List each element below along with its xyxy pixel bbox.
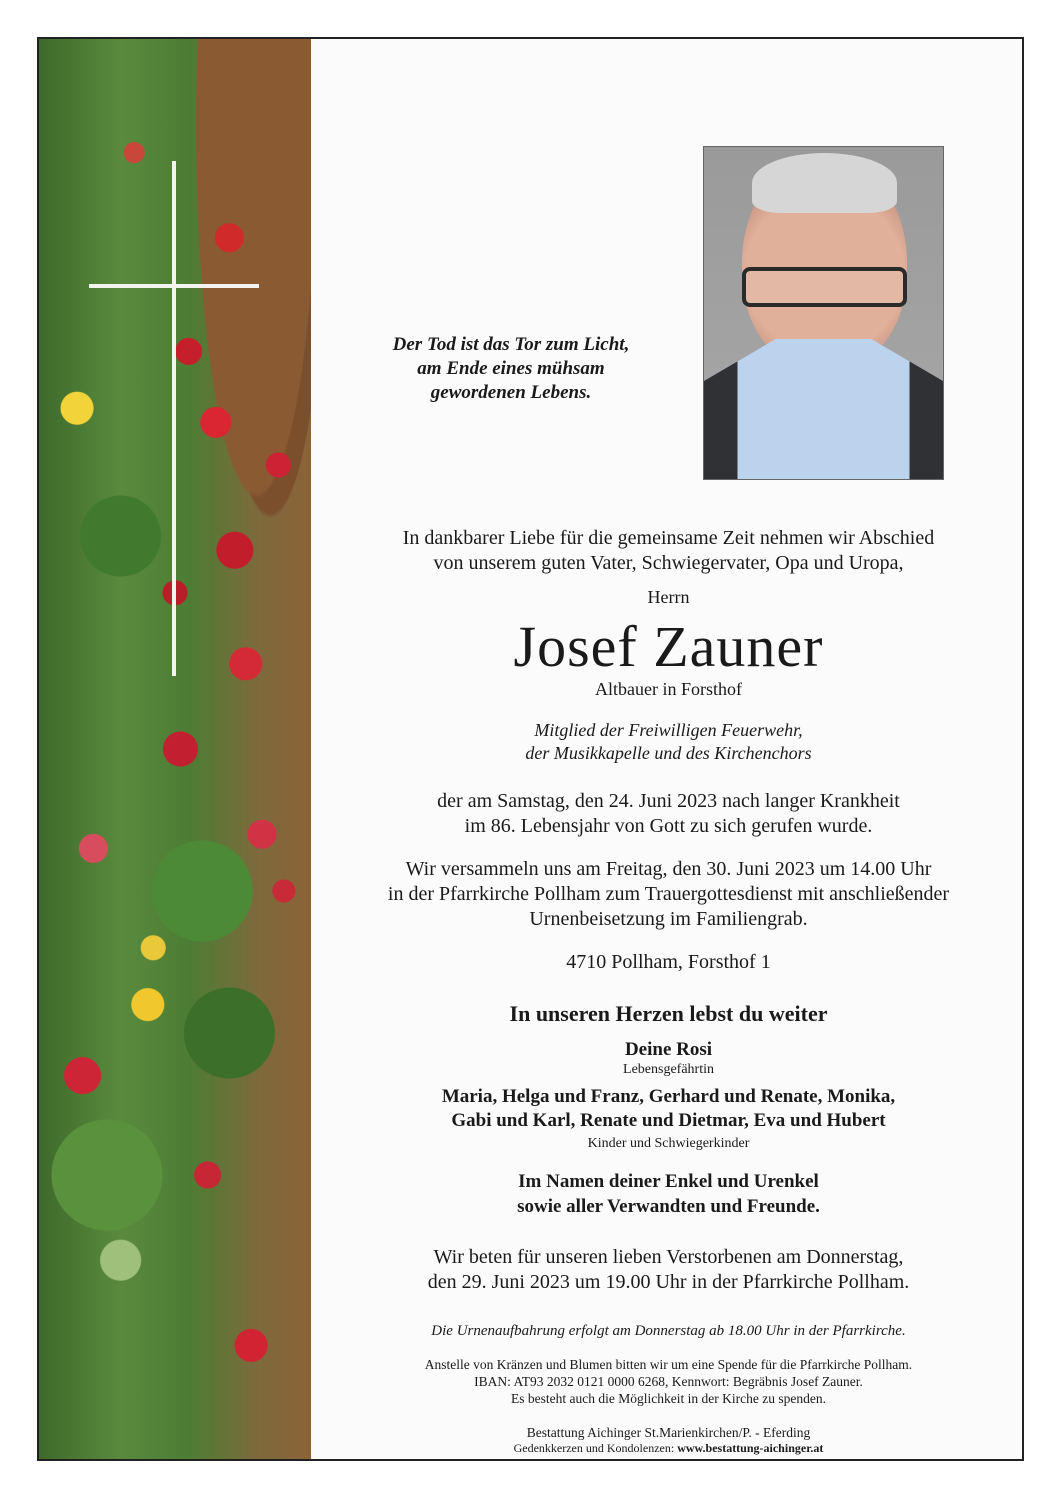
obituary-frame [37, 37, 1024, 1461]
rose-photo-strip [39, 39, 311, 1459]
portrait-glasses [742, 267, 907, 307]
intro-line: von unserem guten Vater, Schwiegervater, Opa und Uropa, [433, 552, 904, 574]
donation-line: Anstelle von Kränzen und Blumen bitten wir um eine Spende für die Pfarrkirche Pollham. [424, 1357, 913, 1372]
donation-notice [311, 1356, 1024, 1407]
quote [361, 333, 661, 405]
motto: In unseren Herzen lebst du weiter [509, 1001, 828, 1026]
deceased-name: Josef Zauner [513, 614, 824, 679]
quote-line: gewordenen Lebens. [430, 382, 592, 403]
prayer-line: Wir beten für unseren lieben Verstorbenen am Donnerstag, [433, 1246, 904, 1268]
grandchildren [311, 1169, 1024, 1219]
prayer-notice [311, 1245, 1024, 1295]
quote-line: am Ende eines mühsam [417, 358, 605, 379]
portrait-hair [752, 153, 897, 213]
partner-role: Lebensgefährtin [623, 1062, 714, 1077]
children-role: Kinder und Schwiegerkinder [587, 1136, 750, 1151]
address: 4710 Pollham, Forsthof 1 [566, 951, 771, 973]
donation-line: Es besteht auch die Möglichkeit in der Kirche zu spenden. [511, 1391, 826, 1406]
portrait-shirt [704, 339, 943, 479]
funeral-home: Bestattung Aichinger St.Marienkirchen/P. - Eferding [526, 1425, 811, 1440]
lying-in-state: Die Urnenaufbahrung erfolgt am Donnerstag ab 18.00 Uhr in der Pfarrkirche. [431, 1323, 906, 1339]
children-line: Gabi und Karl, Renate und Dietmar, Eva und Hubert [451, 1110, 886, 1131]
funeral-line: in der Pfarrkirche Pollham zum Trauergottesdienst mit anschließender [387, 883, 950, 905]
condolence-line [311, 1441, 1024, 1456]
membership-line: der Musikkapelle und des Kirchenchors [525, 743, 812, 763]
salutation: Herrn [647, 587, 690, 607]
funeral-line: Wir versammeln uns am Freitag, den 30. Juni 2023 um 14.00 Uhr [405, 858, 932, 880]
intro-text [311, 526, 1024, 576]
prayer-line: den 29. Juni 2023 um 19.00 Uhr in der Pfarrkirche Pollham. [427, 1271, 910, 1293]
funeral-notice [311, 857, 1024, 932]
cross-icon [172, 161, 176, 676]
quote-line: Der Tod ist das Tor zum Licht, [392, 334, 630, 355]
occupation: Altbauer in Forsthof [595, 679, 742, 699]
donation-line: IBAN: AT93 2032 0121 0000 6268, Kennwort: Begräbnis Josef Zauner. [474, 1374, 863, 1389]
cross-icon-bar [89, 284, 259, 288]
intro-line: In dankbarer Liebe für die gemeinsame Zeit nehmen wir Abschied [402, 527, 935, 549]
memberships [311, 719, 1024, 765]
condolence-link[interactable]: www.bestattung-aichinger.at [677, 1441, 824, 1455]
death-line: der am Samstag, den 24. Juni 2023 nach langer Krankheit [437, 790, 900, 812]
condolence-label: Gedenkkerzen und Kondolenzen: [513, 1441, 678, 1455]
obituary-content [311, 39, 1022, 1459]
grandchildren-line: Im Namen deiner Enkel und Urenkel [518, 1171, 819, 1192]
children-line: Maria, Helga und Franz, Gerhard und Renate, Monika, [441, 1086, 896, 1107]
portrait-photo [703, 146, 944, 480]
membership-line: Mitglied der Freiwilligen Feuerwehr, [534, 720, 803, 740]
children-names [311, 1085, 1024, 1133]
partner-name: Deine Rosi [624, 1039, 713, 1060]
death-line: im 86. Lebensjahr von Gott zu sich gerufen wurde. [464, 815, 873, 837]
death-notice [311, 789, 1024, 839]
grandchildren-line: sowie aller Verwandten und Freunde. [517, 1196, 820, 1217]
funeral-line: Urnenbeisetzung im Familiengrab. [529, 908, 808, 930]
